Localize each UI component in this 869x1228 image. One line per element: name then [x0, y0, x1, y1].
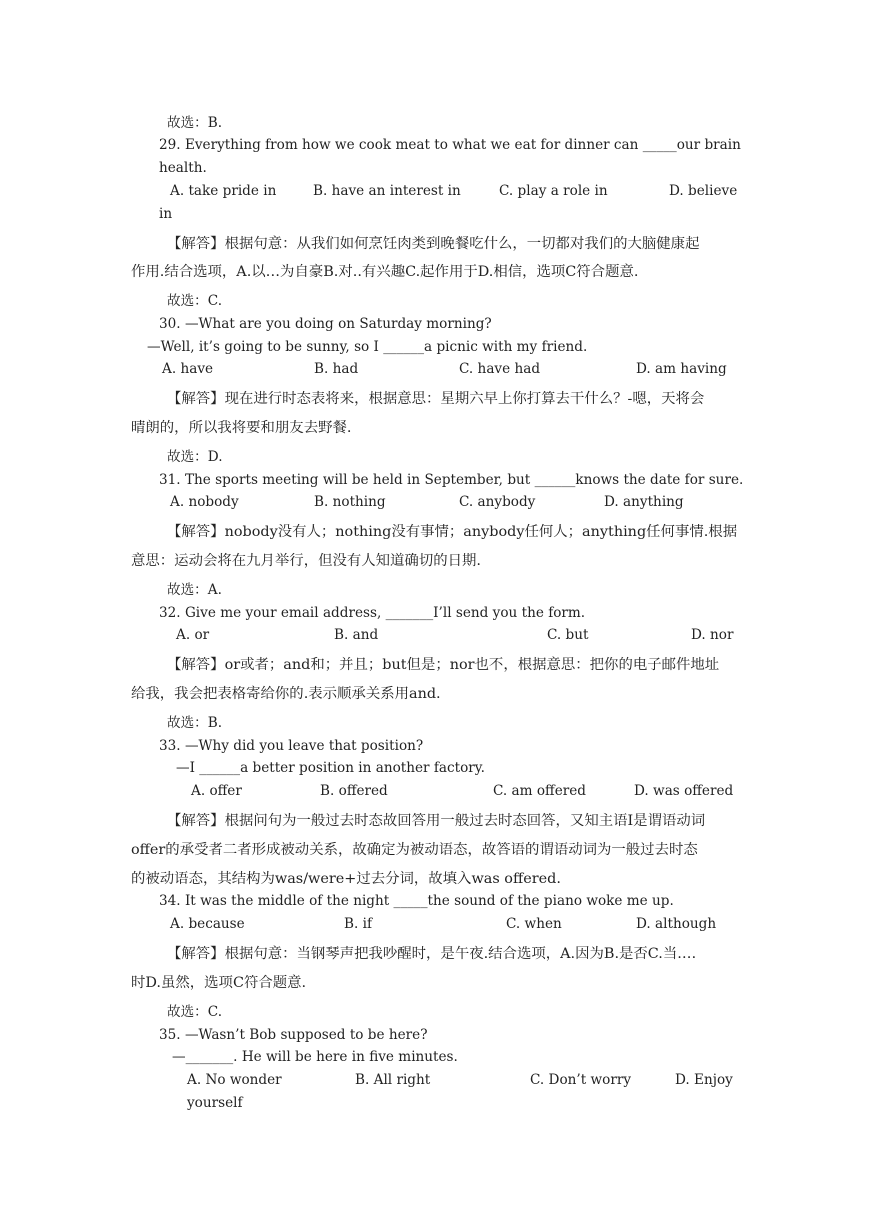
q35-option-b: B. All right — [355, 1072, 431, 1088]
answer-34: 故选：C. — [167, 1004, 223, 1020]
q35-option-d-cont: yourself — [187, 1095, 243, 1111]
q29-option-d-cont: in — [159, 206, 173, 222]
q32-option-b: B. and — [334, 627, 379, 643]
q33-option-a: A. offer — [191, 783, 242, 799]
q31-option-d: D. anything — [604, 494, 684, 510]
q30-explanation-2: 晴朗的，所以我将要和朋友去野餐. — [131, 420, 352, 436]
q34-option-d: D. although — [636, 916, 717, 932]
answer-29: 故选：C. — [167, 293, 223, 309]
q34-option-b: B. if — [344, 916, 373, 932]
q31-option-b: B. nothing — [314, 494, 386, 510]
q29-explanation-2: 作用.结合选项，A.以…为自豪B.对..有兴趣C.起作用于D.相信，选项C符合题意. — [131, 264, 639, 280]
question-32-stem: 32. Give me your email address, _______I’ll send you the form. — [159, 605, 586, 621]
q35-option-d: D. Enjoy — [675, 1072, 733, 1088]
q30-option-d: D. am having — [636, 361, 727, 377]
q32-option-d: D. nor — [691, 627, 734, 643]
q33-option-c: C. am offered — [493, 783, 587, 799]
q33-explanation-1: 【解答】根据问句为一般过去时态故回答用一般过去时态回答，又知主语I是谓语动词 — [167, 813, 706, 829]
q30-option-c: C. have had — [459, 361, 541, 377]
q31-explanation-1: 【解答】nobody没有人；nothing没有事情；anybody任何人；anything任何事情.根据 — [167, 524, 738, 540]
question-34-stem: 34. It was the middle of the night _____the sound of the piano woke me up. — [159, 893, 674, 909]
question-35-reply: —_______. He will be here in five minutes. — [172, 1049, 458, 1065]
q33-option-b: B. offered — [320, 783, 388, 799]
q29-option-c: C. play a role in — [499, 183, 608, 199]
answer-32: 故选：B. — [167, 715, 223, 731]
question-30-stem: 30. —What are you doing on Saturday morning? — [159, 316, 492, 332]
q33-explanation-2: offer的承受者二者形成被动关系，故确定为被动语态，故答语的谓语动词为一般过去时态 — [131, 842, 698, 858]
q31-option-c: C. anybody — [459, 494, 536, 510]
q32-option-a: A. or — [176, 627, 210, 643]
q29-option-b: B. have an interest in — [313, 183, 461, 199]
q29-option-d: D. believe — [669, 183, 738, 199]
q33-explanation-3: 的被动语态，其结构为was/were+过去分词，故填入was offered. — [131, 871, 561, 887]
q30-explanation-1: 【解答】现在进行时态表将来，根据意思：星期六早上你打算去干什么？-嗯，天将会 — [167, 391, 705, 407]
answer-31: 故选：A. — [167, 582, 222, 598]
q32-explanation-1: 【解答】or或者；and和；并且；but但是；nor也不，根据意思：把你的电子邮件地址 — [167, 657, 720, 673]
q34-explanation-1: 【解答】根据句意：当钢琴声把我吵醒时，是午夜.结合选项，A.因为B.是否C.当.… — [167, 946, 697, 962]
q34-explanation-2: 时D.虽然，选项C符合题意. — [131, 975, 307, 991]
answer-30: 故选：D. — [167, 449, 223, 465]
q33-option-d: D. was offered — [634, 783, 734, 799]
question-33-reply: —I ______a better position in another factory. — [176, 760, 485, 776]
q34-option-c: C. when — [506, 916, 562, 932]
q35-option-a: A. No wonder — [187, 1072, 282, 1088]
q32-explanation-2: 给我，我会把表格寄给你的.表示顺承关系用and. — [131, 686, 441, 702]
q31-option-a: A. nobody — [170, 494, 239, 510]
question-30-reply: —Well, it’s going to be sunny, so I ______a picnic with my friend. — [147, 339, 588, 355]
q30-option-b: B. had — [314, 361, 359, 377]
question-29-stem: 29. Everything from how we cook meat to what we eat for dinner can _____our brain — [159, 137, 741, 153]
q29-explanation-1: 【解答】根据句意：从我们如何烹饪肉类到晚餐吃什么，一切都对我们的大脑健康起 — [167, 236, 700, 252]
q29-option-a: A. take pride in — [170, 183, 277, 199]
q35-option-c: C. Don’t worry — [530, 1072, 631, 1088]
q32-option-c: C. but — [547, 627, 589, 643]
question-35-stem: 35. —Wasn’t Bob supposed to be here? — [159, 1027, 428, 1043]
q31-explanation-2: 意思：运动会将在九月举行，但没有人知道确切的日期. — [131, 553, 481, 569]
question-31-stem: 31. The sports meeting will be held in September, but ______knows the date for sure. — [159, 472, 744, 488]
q30-option-a: A. have — [162, 361, 214, 377]
question-33-stem: 33. —Why did you leave that position? — [159, 738, 424, 754]
question-29-stem-cont: health. — [159, 160, 207, 176]
q34-option-a: A. because — [170, 916, 245, 932]
answer-28: 故选：B. — [167, 115, 223, 131]
